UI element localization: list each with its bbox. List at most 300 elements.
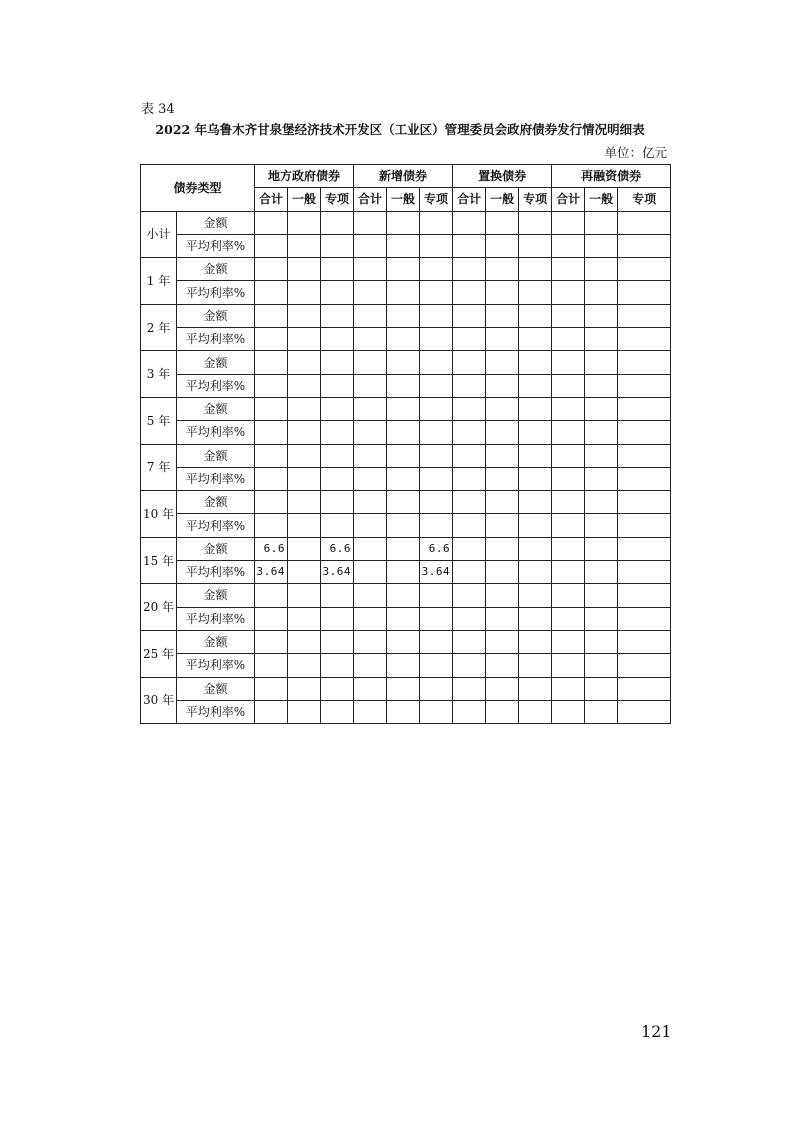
- amount-cell: [321, 677, 354, 700]
- rate-cell: [585, 281, 618, 304]
- term-label: 1 年: [141, 258, 177, 305]
- rate-label: 平均利率%: [177, 514, 255, 537]
- rate-cell: [618, 234, 671, 257]
- amount-cell: [420, 397, 453, 420]
- amount-cell: [486, 351, 519, 374]
- rate-cell: [255, 374, 288, 397]
- amount-cell: [387, 304, 420, 327]
- rate-cell: [354, 467, 387, 490]
- rate-cell: [255, 421, 288, 444]
- rate-cell: [486, 700, 519, 723]
- amount-cell: [255, 630, 288, 653]
- rate-label: 平均利率%: [177, 654, 255, 677]
- rate-cell: [585, 467, 618, 490]
- table-row: [141, 537, 671, 560]
- rate-cell: [453, 328, 486, 351]
- rate-cell: [255, 607, 288, 630]
- rate-cell: [255, 654, 288, 677]
- rate-cell: [453, 514, 486, 537]
- rate-cell: [453, 281, 486, 304]
- rate-cell: [453, 234, 486, 257]
- rate-cell: [486, 561, 519, 584]
- amount-cell: [552, 444, 585, 467]
- amount-cell: [552, 351, 585, 374]
- amount-cell: [453, 584, 486, 607]
- amount-cell: [387, 351, 420, 374]
- amount-cell: [618, 444, 671, 467]
- subcol-header: 合计: [453, 188, 486, 211]
- rate-cell: [552, 374, 585, 397]
- amount-cell: [552, 397, 585, 420]
- rate-cell: [255, 514, 288, 537]
- amount-cell: [354, 584, 387, 607]
- table-row: [141, 514, 671, 537]
- amount-cell: [321, 258, 354, 281]
- rate-cell: [255, 281, 288, 304]
- amount-cell: [288, 491, 321, 514]
- term-label: 20 年: [141, 584, 177, 631]
- amount-label: 金额: [177, 304, 255, 327]
- rate-cell: [288, 607, 321, 630]
- rate-label: 平均利率%: [177, 374, 255, 397]
- rate-cell: [288, 467, 321, 490]
- amount-cell: [552, 258, 585, 281]
- amount-cell: [288, 677, 321, 700]
- rate-cell: [288, 374, 321, 397]
- amount-cell: [552, 304, 585, 327]
- term-label: 2 年: [141, 304, 177, 351]
- term-label: 25 年: [141, 630, 177, 677]
- rate-cell: [288, 421, 321, 444]
- amount-cell: [255, 397, 288, 420]
- rate-cell: [288, 561, 321, 584]
- amount-cell: [618, 304, 671, 327]
- rate-cell: [420, 654, 453, 677]
- rate-cell: [321, 514, 354, 537]
- amount-cell: [519, 677, 552, 700]
- amount-cell: [288, 584, 321, 607]
- amount-cell: [618, 351, 671, 374]
- amount-cell: [618, 258, 671, 281]
- rate-cell: [288, 234, 321, 257]
- group-header-replacement: 置换债券: [453, 165, 552, 188]
- rate-cell: [618, 328, 671, 351]
- amount-cell: [486, 444, 519, 467]
- rate-cell: [387, 374, 420, 397]
- amount-cell: [519, 537, 552, 560]
- amount-cell: [387, 397, 420, 420]
- rate-cell: [387, 234, 420, 257]
- amount-cell: [585, 677, 618, 700]
- rate-cell: [321, 654, 354, 677]
- rate-cell: [552, 654, 585, 677]
- amount-cell: [321, 211, 354, 234]
- rate-cell: [486, 328, 519, 351]
- subcol-header: 一般: [288, 188, 321, 211]
- table-row: [141, 374, 671, 397]
- amount-cell: [519, 304, 552, 327]
- amount-cell: [387, 491, 420, 514]
- amount-cell: [585, 397, 618, 420]
- rate-cell: [585, 700, 618, 723]
- amount-cell: [453, 211, 486, 234]
- amount-cell: [519, 444, 552, 467]
- rate-cell: [420, 374, 453, 397]
- rate-label: 平均利率%: [177, 281, 255, 304]
- rate-cell: [453, 374, 486, 397]
- rate-cell: 3.64: [321, 561, 354, 584]
- subcol-header: 专项: [420, 188, 453, 211]
- amount-cell: [288, 397, 321, 420]
- amount-label: 金额: [177, 584, 255, 607]
- rate-cell: [585, 234, 618, 257]
- amount-cell: [486, 304, 519, 327]
- rate-cell: [420, 421, 453, 444]
- subcol-header: 专项: [321, 188, 354, 211]
- amount-cell: [552, 211, 585, 234]
- rate-cell: [486, 281, 519, 304]
- rate-cell: [354, 421, 387, 444]
- amount-label: 金额: [177, 258, 255, 281]
- rate-cell: [453, 654, 486, 677]
- amount-cell: [354, 304, 387, 327]
- amount-cell: [486, 211, 519, 234]
- rate-label: 平均利率%: [177, 607, 255, 630]
- rate-cell: [552, 561, 585, 584]
- rate-cell: [288, 654, 321, 677]
- rate-cell: [453, 421, 486, 444]
- rate-cell: [354, 654, 387, 677]
- amount-cell: [387, 677, 420, 700]
- amount-cell: [585, 351, 618, 374]
- subcol-header: 一般: [387, 188, 420, 211]
- rate-cell: [585, 421, 618, 444]
- amount-cell: [255, 491, 288, 514]
- rate-cell: [486, 234, 519, 257]
- table-row: [141, 700, 671, 723]
- amount-cell: [519, 258, 552, 281]
- rate-cell: [552, 281, 585, 304]
- amount-cell: [354, 397, 387, 420]
- amount-cell: [255, 304, 288, 327]
- amount-cell: [288, 258, 321, 281]
- amount-label: 金额: [177, 537, 255, 560]
- term-label: 30 年: [141, 677, 177, 724]
- rate-label: 平均利率%: [177, 561, 255, 584]
- rate-cell: [354, 514, 387, 537]
- rate-cell: [255, 234, 288, 257]
- amount-cell: [387, 537, 420, 560]
- rate-cell: [585, 561, 618, 584]
- rate-cell: [552, 234, 585, 257]
- amount-cell: [420, 304, 453, 327]
- amount-cell: [486, 584, 519, 607]
- amount-cell: [618, 537, 671, 560]
- rate-label: 平均利率%: [177, 421, 255, 444]
- amount-cell: [486, 630, 519, 653]
- amount-cell: [354, 630, 387, 653]
- amount-cell: [453, 537, 486, 560]
- amount-cell: [453, 304, 486, 327]
- amount-cell: [552, 630, 585, 653]
- table-row: [141, 444, 671, 467]
- rate-cell: [618, 421, 671, 444]
- page-number: 121: [641, 1022, 672, 1041]
- rate-cell: [387, 467, 420, 490]
- amount-cell: [618, 630, 671, 653]
- amount-cell: [585, 444, 618, 467]
- term-label: 小计: [141, 211, 177, 258]
- rate-cell: [354, 234, 387, 257]
- rate-cell: [255, 467, 288, 490]
- table-row: [141, 561, 671, 584]
- term-label: 7 年: [141, 444, 177, 491]
- subcol-header: 专项: [519, 188, 552, 211]
- rate-cell: [519, 561, 552, 584]
- term-label: 3 年: [141, 351, 177, 398]
- rate-label: 平均利率%: [177, 328, 255, 351]
- rate-cell: [321, 328, 354, 351]
- amount-cell: [354, 351, 387, 374]
- amount-cell: [486, 537, 519, 560]
- rate-cell: [519, 607, 552, 630]
- rate-cell: [618, 467, 671, 490]
- amount-cell: [255, 444, 288, 467]
- amount-cell: 6.6: [255, 537, 288, 560]
- amount-cell: [453, 351, 486, 374]
- table-row: [141, 491, 671, 514]
- amount-cell: [288, 630, 321, 653]
- rate-cell: [618, 700, 671, 723]
- amount-cell: [288, 351, 321, 374]
- amount-cell: [585, 537, 618, 560]
- amount-cell: [552, 537, 585, 560]
- rate-label: 平均利率%: [177, 467, 255, 490]
- amount-cell: [585, 584, 618, 607]
- group-header-refinancing: 再融资债券: [552, 165, 671, 188]
- amount-cell: [420, 258, 453, 281]
- rate-cell: [618, 607, 671, 630]
- amount-label: 金额: [177, 211, 255, 234]
- amount-cell: [618, 584, 671, 607]
- amount-label: 金额: [177, 630, 255, 653]
- amount-cell: [453, 677, 486, 700]
- table-row: [141, 397, 671, 420]
- amount-cell: [420, 630, 453, 653]
- rate-cell: [321, 374, 354, 397]
- rate-cell: [519, 281, 552, 304]
- table-row: [141, 467, 671, 490]
- rate-cell: [354, 700, 387, 723]
- table-label: 表 34: [141, 102, 175, 117]
- amount-cell: [519, 397, 552, 420]
- amount-cell: [420, 351, 453, 374]
- rate-cell: [453, 700, 486, 723]
- amount-label: 金额: [177, 491, 255, 514]
- amount-cell: [585, 491, 618, 514]
- amount-cell: [486, 677, 519, 700]
- rate-cell: [354, 607, 387, 630]
- table-row: [141, 421, 671, 444]
- amount-cell: [585, 258, 618, 281]
- amount-cell: [420, 491, 453, 514]
- rate-cell: [453, 607, 486, 630]
- amount-cell: [354, 258, 387, 281]
- subcol-header: 专项: [618, 188, 671, 211]
- amount-cell: [321, 304, 354, 327]
- rate-cell: [387, 607, 420, 630]
- rate-cell: [321, 467, 354, 490]
- table-row: [141, 654, 671, 677]
- rate-cell: [387, 514, 420, 537]
- term-label: 10 年: [141, 491, 177, 538]
- amount-cell: [618, 211, 671, 234]
- amount-cell: [288, 211, 321, 234]
- rate-cell: [288, 328, 321, 351]
- rate-cell: [618, 514, 671, 537]
- amount-label: 金额: [177, 677, 255, 700]
- rate-cell: [552, 514, 585, 537]
- rate-cell: [585, 607, 618, 630]
- rate-cell: [585, 374, 618, 397]
- rate-cell: [618, 561, 671, 584]
- table-row: [141, 281, 671, 304]
- rate-cell: [354, 328, 387, 351]
- amount-cell: [618, 491, 671, 514]
- amount-cell: [453, 444, 486, 467]
- amount-label: 金额: [177, 444, 255, 467]
- rate-cell: 3.64: [420, 561, 453, 584]
- rate-cell: [486, 467, 519, 490]
- table-row: [141, 258, 671, 281]
- amount-cell: [387, 584, 420, 607]
- rate-cell: [552, 421, 585, 444]
- rate-cell: [486, 374, 519, 397]
- amount-cell: [354, 444, 387, 467]
- amount-cell: [354, 537, 387, 560]
- rate-cell: [288, 700, 321, 723]
- amount-cell: [420, 584, 453, 607]
- table-row: [141, 607, 671, 630]
- rate-cell: [519, 328, 552, 351]
- rate-cell: [618, 654, 671, 677]
- rate-label: 平均利率%: [177, 700, 255, 723]
- amount-cell: [321, 444, 354, 467]
- table-row: [141, 234, 671, 257]
- amount-cell: [519, 211, 552, 234]
- amount-cell: [486, 258, 519, 281]
- rate-cell: [618, 281, 671, 304]
- table-row: [141, 304, 671, 327]
- amount-cell: [387, 630, 420, 653]
- rate-cell: [387, 281, 420, 304]
- amount-cell: [519, 630, 552, 653]
- rate-cell: [387, 700, 420, 723]
- amount-cell: [387, 258, 420, 281]
- amount-cell: [420, 677, 453, 700]
- rate-cell: [354, 374, 387, 397]
- rate-cell: [486, 514, 519, 537]
- rate-cell: [552, 467, 585, 490]
- table-row: [141, 351, 671, 374]
- unit-label: 单位：亿元: [604, 145, 667, 160]
- amount-cell: [255, 351, 288, 374]
- rate-cell: [552, 607, 585, 630]
- rate-cell: [321, 421, 354, 444]
- subcol-header: 一般: [585, 188, 618, 211]
- amount-cell: [354, 677, 387, 700]
- amount-cell: [453, 630, 486, 653]
- rate-cell: [255, 700, 288, 723]
- term-label: 15 年: [141, 537, 177, 584]
- table-row: [141, 630, 671, 653]
- rate-cell: [519, 467, 552, 490]
- amount-cell: [255, 258, 288, 281]
- amount-cell: [585, 211, 618, 234]
- rate-cell: [486, 654, 519, 677]
- amount-cell: [552, 491, 585, 514]
- rate-cell: [552, 700, 585, 723]
- amount-cell: [321, 630, 354, 653]
- header-row-groups: [141, 165, 671, 188]
- amount-cell: [420, 444, 453, 467]
- rate-cell: [387, 421, 420, 444]
- rate-cell: [420, 514, 453, 537]
- table-row: [141, 211, 671, 234]
- rate-cell: [354, 281, 387, 304]
- rate-cell: [321, 700, 354, 723]
- table-row: [141, 328, 671, 351]
- group-header-new: 新增债券: [354, 165, 453, 188]
- subcol-header: 合计: [354, 188, 387, 211]
- rate-cell: [519, 514, 552, 537]
- amount-cell: 6.6: [321, 537, 354, 560]
- rate-cell: [420, 467, 453, 490]
- rate-cell: [519, 234, 552, 257]
- rate-cell: [486, 421, 519, 444]
- amount-cell: [453, 397, 486, 420]
- amount-cell: [585, 630, 618, 653]
- subcol-header: 合计: [552, 188, 585, 211]
- amount-cell: [486, 397, 519, 420]
- rate-cell: 3.64: [255, 561, 288, 584]
- amount-cell: [552, 677, 585, 700]
- amount-cell: [420, 211, 453, 234]
- amount-cell: [453, 258, 486, 281]
- rate-cell: [321, 607, 354, 630]
- amount-cell: [585, 304, 618, 327]
- table-row: [141, 677, 671, 700]
- rate-cell: [519, 374, 552, 397]
- rate-cell: [420, 328, 453, 351]
- rate-cell: [585, 654, 618, 677]
- amount-cell: [321, 584, 354, 607]
- subcol-header: 一般: [486, 188, 519, 211]
- amount-cell: [387, 444, 420, 467]
- table-row: [141, 584, 671, 607]
- rate-cell: [453, 561, 486, 584]
- rate-cell: [321, 234, 354, 257]
- amount-cell: [519, 351, 552, 374]
- amount-cell: [321, 397, 354, 420]
- amount-cell: [288, 444, 321, 467]
- rate-cell: [519, 700, 552, 723]
- amount-cell: [519, 491, 552, 514]
- rate-cell: [453, 467, 486, 490]
- amount-cell: [288, 304, 321, 327]
- rate-cell: [387, 328, 420, 351]
- amount-cell: [288, 537, 321, 560]
